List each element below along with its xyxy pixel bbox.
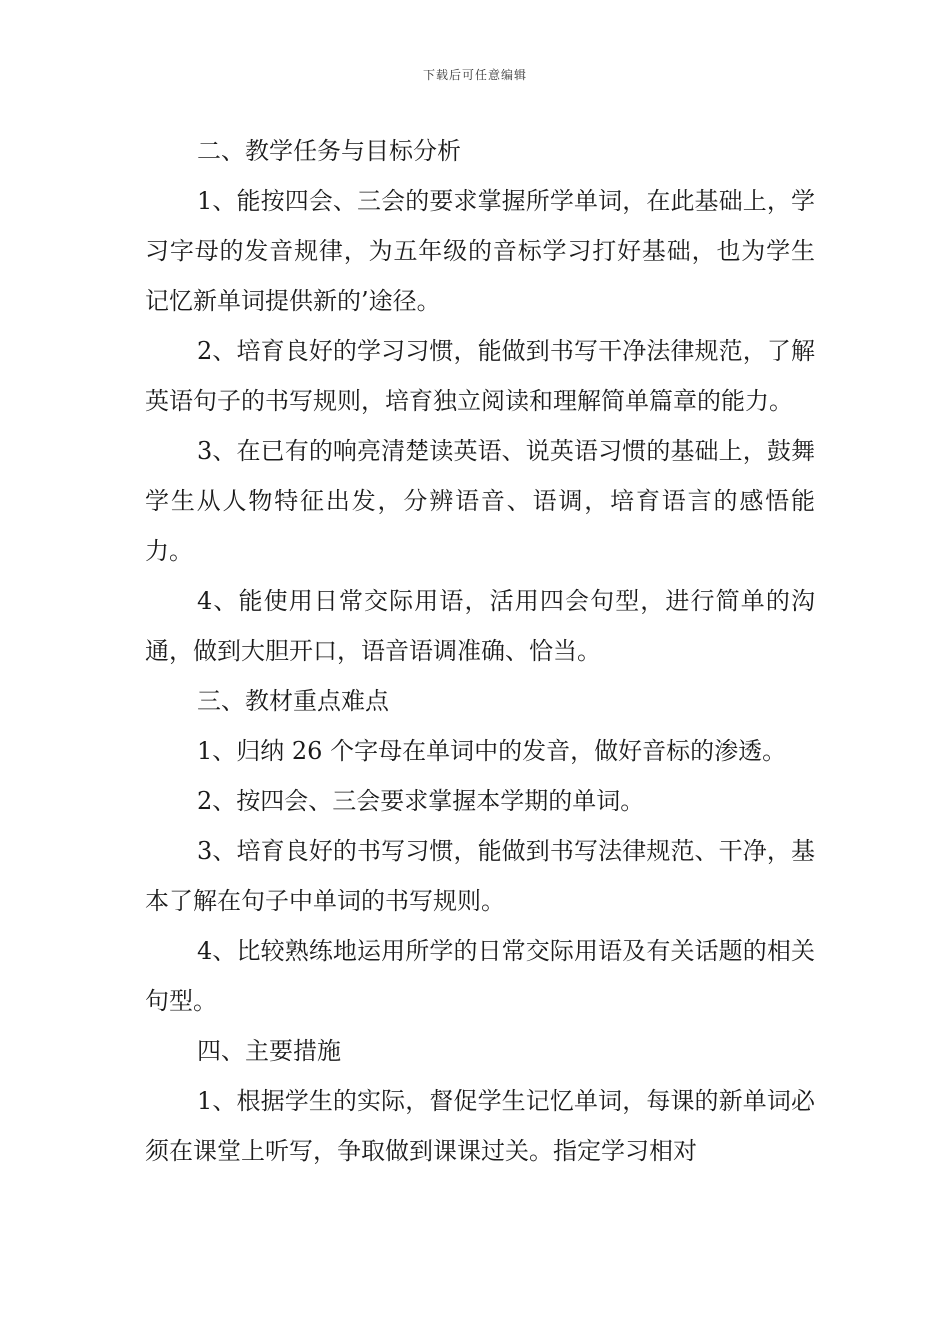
goal-item-1: 1、能按四会、三会的要求掌握所学单词，在此基础上，学习字母的发音规律，为五年级的音标学习打好基础，也为学生记忆新单词提供新的’途径。 xyxy=(145,187,815,315)
page-header-note: 下载后可任意编辑 xyxy=(422,68,527,82)
section-heading-key-difficulties: 三、教材重点难点 xyxy=(197,687,389,715)
difficulty-item-1: 1、归纳 26 个字母在单词中的发音，做好音标的渗透。 xyxy=(197,737,787,765)
section-heading-main-measures: 四、主要措施 xyxy=(197,1037,341,1065)
goal-item-3: 3、在已有的响亮清楚读英语、说英语习惯的基础上，鼓舞学生从人物特征出发，分辨语音、语调，培育语言的感悟能力。 xyxy=(145,437,815,565)
difficulty-item-3: 3、培育良好的书写习惯，能做到书写法律规范、干净，基本了解在句子中单词的书写规则。 xyxy=(145,837,815,915)
difficulty-item-4: 4、比较熟练地运用所学的日常交际用语及有关话题的相关句型。 xyxy=(145,937,815,1015)
difficulty-item-2: 2、按四会、三会要求掌握本学期的单词。 xyxy=(197,787,645,815)
goal-item-4: 4、能使用日常交际用语，活用四会句型，进行简单的沟通，做到大胆开口，语音语调准确、恰当。 xyxy=(145,587,815,665)
document-body xyxy=(145,126,815,1176)
measure-item-1: 1、根据学生的实际，督促学生记忆单词，每课的新单词必须在课堂上听写，争取做到课课过关。指定学习相对 xyxy=(145,1087,815,1165)
section-heading-task-goals: 二、教学任务与目标分析 xyxy=(197,137,461,165)
goal-item-2: 2、培育良好的学习习惯，能做到书写干净法律规范，了解英语句子的书写规则，培育独立阅读和理解简单篇章的能力。 xyxy=(145,337,815,415)
